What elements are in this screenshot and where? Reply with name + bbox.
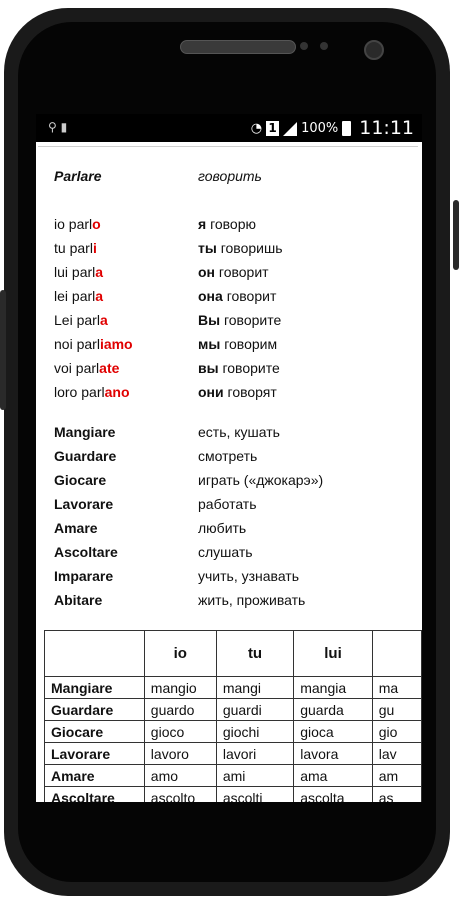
ru-pronoun: она	[198, 288, 223, 304]
verb-ending: iamo	[99, 336, 133, 352]
table-header-cell: io	[144, 631, 216, 677]
verb-stem: parl	[69, 240, 93, 256]
table-header-cell	[45, 631, 145, 677]
conjugation-translation	[198, 264, 269, 280]
table-cell: gioco	[144, 721, 216, 743]
table-cell: ascolti	[216, 787, 293, 803]
ru-verb: говорите	[223, 312, 282, 328]
table-cell: guardo	[144, 699, 216, 721]
battery-percent: 100%	[301, 120, 339, 136]
wifi-icon: ◔	[250, 120, 263, 136]
table-verb-cell: Giocare	[45, 721, 145, 743]
status-bar	[36, 114, 422, 142]
ru-verb: говорят	[227, 384, 277, 400]
verb-stem: parl	[71, 264, 96, 280]
verb-ending: ate	[99, 360, 120, 376]
pronoun: lui	[54, 264, 69, 280]
vocab-italian: Giocare	[54, 472, 107, 488]
conjugation-translation	[198, 240, 283, 256]
table-cell: amo	[144, 765, 216, 787]
pronoun: io	[54, 216, 65, 232]
table-header-cell: lui	[294, 631, 373, 677]
table-cell: gioca	[294, 721, 373, 743]
pronoun: loro	[54, 384, 78, 400]
conjugation-form	[54, 336, 133, 358]
power-button	[453, 200, 459, 270]
conjugation-translation	[198, 360, 280, 376]
verb-ending: o	[92, 216, 101, 232]
conjugation-translation	[198, 216, 256, 232]
table-cell: am	[372, 765, 421, 787]
table-cell: mangio	[144, 677, 216, 699]
pronoun: lei	[54, 288, 69, 304]
table-cell: lavori	[216, 743, 293, 765]
verb-stem: parl	[68, 216, 93, 232]
table-cell: ascolta	[294, 787, 373, 803]
ru-verb: говоришь	[220, 240, 283, 256]
vocab-italian: Lavorare	[54, 496, 114, 512]
table-header-row	[45, 631, 422, 677]
conjugation-form	[54, 288, 103, 310]
table-row	[45, 699, 422, 721]
ru-verb: говорит	[226, 288, 277, 304]
ru-pronoun: вы	[198, 360, 219, 376]
status-clock: 11:11	[359, 117, 414, 139]
conjugation-translation	[198, 312, 281, 328]
divider	[38, 146, 418, 147]
verb-ending: a	[95, 288, 104, 304]
table-cell: lavora	[294, 743, 373, 765]
table-cell: mangi	[216, 677, 293, 699]
verb-ending: i	[92, 240, 97, 256]
conjugation-form	[54, 240, 97, 262]
table-row	[45, 787, 422, 803]
pronoun: tu	[54, 240, 66, 256]
table-cell: guardi	[216, 699, 293, 721]
verb-ending: ano	[104, 384, 130, 400]
vocab-russian: учить, узнавать	[198, 568, 300, 584]
table-verb-cell: Amare	[45, 765, 145, 787]
usb-icon: ⚲ ▮	[48, 120, 68, 134]
vocab-russian: смотреть	[198, 448, 258, 464]
verb-stem: parl	[76, 336, 100, 352]
table-cell: mangia	[294, 677, 373, 699]
vocab-italian: Guardare	[54, 448, 117, 464]
table-cell: lav	[372, 743, 421, 765]
vocab-russian: слушать	[198, 544, 253, 560]
vocab-italian: Amare	[54, 520, 98, 536]
vocab-italian: Abitare	[54, 592, 103, 608]
ru-verb: говорим	[224, 336, 278, 352]
verb-stem: parl	[76, 312, 100, 328]
table-cell: gio	[372, 721, 421, 743]
table-row	[45, 743, 422, 765]
ru-pronoun: он	[198, 264, 216, 280]
sim-badge: 1	[266, 121, 279, 136]
front-camera	[364, 40, 384, 60]
verb-stem: parl	[75, 360, 100, 376]
ru-pronoun: Вы	[198, 312, 221, 328]
ru-verb: говорит	[218, 264, 269, 280]
table-row	[45, 677, 422, 699]
table-cell: gu	[372, 699, 421, 721]
verb-stem: parl	[71, 288, 96, 304]
table-cell: guarda	[294, 699, 373, 721]
table-row	[45, 721, 422, 743]
vocab-russian: играть («джокарэ»)	[198, 472, 324, 488]
vocab-russian: жить, проживать	[198, 592, 306, 608]
pronoun: noi	[54, 336, 73, 352]
ru-verb: говорите	[222, 360, 280, 376]
vocab-italian: Imparare	[54, 568, 114, 584]
vocab-russian: любить	[198, 520, 247, 536]
table-cell: ascolto	[144, 787, 216, 803]
ru-verb: говорю	[210, 216, 256, 232]
table-cell: ami	[216, 765, 293, 787]
sensor-dot	[300, 42, 308, 50]
ru-pronoun: мы	[198, 336, 221, 352]
speaker-grille	[180, 40, 296, 54]
conjugation-form	[54, 216, 101, 238]
status-icons	[251, 117, 414, 139]
table-header-cell: tu	[216, 631, 293, 677]
vocab-russian: есть, кушать	[198, 424, 280, 440]
table-cell: as	[372, 787, 421, 803]
verb-ending: a	[95, 264, 104, 280]
conjugation-form	[54, 360, 119, 382]
vocab-italian: Ascoltare	[54, 544, 118, 560]
vocab-russian: работать	[198, 496, 257, 512]
table-verb-cell: Lavorare	[45, 743, 145, 765]
table-verb-cell: Ascoltare	[45, 787, 145, 803]
conjugation-form	[54, 312, 108, 334]
conjugation-form	[54, 264, 103, 286]
table-row	[45, 765, 422, 787]
verb-ending: a	[99, 312, 108, 328]
volume-button	[0, 290, 6, 410]
signal-icon	[283, 121, 297, 135]
pronoun: voi	[54, 360, 72, 376]
document-content	[36, 142, 422, 802]
table-cell: lavoro	[144, 743, 216, 765]
ru-pronoun: ты	[198, 240, 217, 256]
conjugation-form	[54, 384, 130, 406]
infinitive-translation: говорить	[198, 168, 262, 184]
verb-stem: parl	[81, 384, 105, 400]
ru-pronoun: они	[198, 384, 224, 400]
table-header-cell	[372, 631, 421, 677]
table-verb-cell: Guardare	[45, 699, 145, 721]
conjugation-table	[44, 630, 422, 802]
vocab-italian: Mangiare	[54, 424, 116, 440]
conjugation-translation	[198, 288, 276, 304]
battery-icon	[342, 121, 351, 136]
table-cell: giochi	[216, 721, 293, 743]
table-cell: ama	[294, 765, 373, 787]
pronoun: Lei	[54, 312, 73, 328]
sensor-dot	[320, 42, 328, 50]
screen	[36, 114, 422, 802]
table-cell: ma	[372, 677, 421, 699]
conjugation-translation	[198, 384, 277, 400]
infinitive-label: Parlare	[54, 168, 102, 184]
conjugation-translation	[198, 336, 277, 352]
table-verb-cell: Mangiare	[45, 677, 145, 699]
ru-pronoun: я	[198, 216, 207, 232]
